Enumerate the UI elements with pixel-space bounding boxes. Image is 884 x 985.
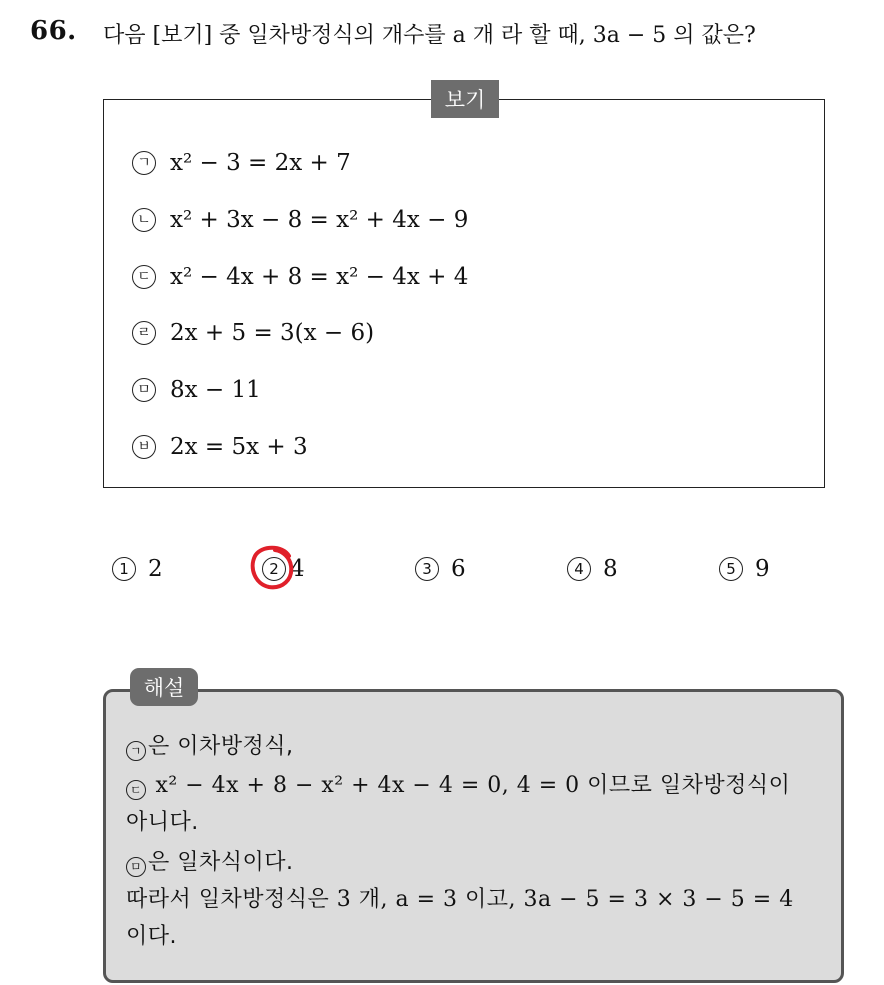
choice-value: 6 bbox=[451, 556, 466, 582]
item-marker: ㄴ bbox=[132, 208, 156, 232]
item-expression: x² − 4x + 8 = x² − 4x + 4 bbox=[170, 264, 469, 290]
solution-text: 아니다. bbox=[126, 810, 199, 835]
question-text: 다음 [보기] 중 일차방정식의 개수를 a 개 라 할 때, 3a − 5 의 값은? bbox=[103, 23, 756, 48]
bogi-item bbox=[132, 377, 261, 403]
solution-line bbox=[126, 805, 199, 836]
solution-marker: ㄷ bbox=[126, 780, 146, 800]
choice-value: 2 bbox=[148, 556, 163, 582]
item-expression: 2x + 5 = 3(x − 6) bbox=[170, 320, 375, 346]
bogi-item bbox=[132, 434, 308, 460]
solution-marker: ㅁ bbox=[126, 857, 146, 877]
choice-number: 4 bbox=[567, 557, 591, 581]
solution-marker: ㄱ bbox=[126, 741, 146, 761]
bogi-tag: 보기 bbox=[431, 80, 499, 118]
solution-text: 따라서 일차방정식은 3 개, a = 3 이고, 3a − 5 = 3 × 3 − 5 = 4 bbox=[126, 887, 794, 912]
item-marker: ㄷ bbox=[132, 265, 156, 289]
solution-line bbox=[126, 919, 177, 950]
solution-text: 은 이차방정식, bbox=[148, 734, 294, 759]
solution-text: x² − 4x + 8 − x² + 4x − 4 = 0, 4 = 0 이므로 일차방정식이 bbox=[148, 773, 791, 798]
choice-number: 3 bbox=[415, 557, 439, 581]
solution-tag: 해설 bbox=[130, 668, 198, 706]
item-expression: 8x − 11 bbox=[170, 377, 261, 403]
item-expression: x² + 3x − 8 = x² + 4x − 9 bbox=[170, 207, 469, 233]
choice-5[interactable] bbox=[719, 556, 770, 582]
choice-1[interactable] bbox=[112, 556, 163, 582]
answer-mark-circle bbox=[249, 542, 295, 590]
solution-line bbox=[126, 768, 790, 800]
bogi-item bbox=[132, 150, 351, 176]
solution-line bbox=[126, 845, 294, 877]
choice-4[interactable] bbox=[567, 556, 618, 582]
item-marker: ㄹ bbox=[132, 321, 156, 345]
bogi-item bbox=[132, 264, 468, 290]
choice-number: 1 bbox=[112, 557, 136, 581]
solution-text: 이다. bbox=[126, 924, 177, 949]
solution-line bbox=[126, 882, 794, 913]
item-expression: 2x = 5x + 3 bbox=[170, 434, 308, 460]
bogi-item bbox=[132, 320, 374, 346]
choice-value: 9 bbox=[755, 556, 770, 582]
choice-3[interactable] bbox=[415, 556, 466, 582]
item-expression: x² − 3 = 2x + 7 bbox=[170, 150, 351, 176]
item-marker: ㄱ bbox=[132, 151, 156, 175]
choice-value: 8 bbox=[603, 556, 618, 582]
choice-number: 2 bbox=[262, 557, 286, 581]
question-number: 66. bbox=[30, 16, 77, 46]
choice-number: 5 bbox=[719, 557, 743, 581]
item-marker: ㅂ bbox=[132, 435, 156, 459]
solution-line bbox=[126, 729, 294, 761]
item-marker: ㅁ bbox=[132, 378, 156, 402]
choice-value: 4 bbox=[290, 556, 305, 582]
bogi-item bbox=[132, 207, 468, 233]
solution-text: 은 일차식이다. bbox=[148, 850, 294, 875]
